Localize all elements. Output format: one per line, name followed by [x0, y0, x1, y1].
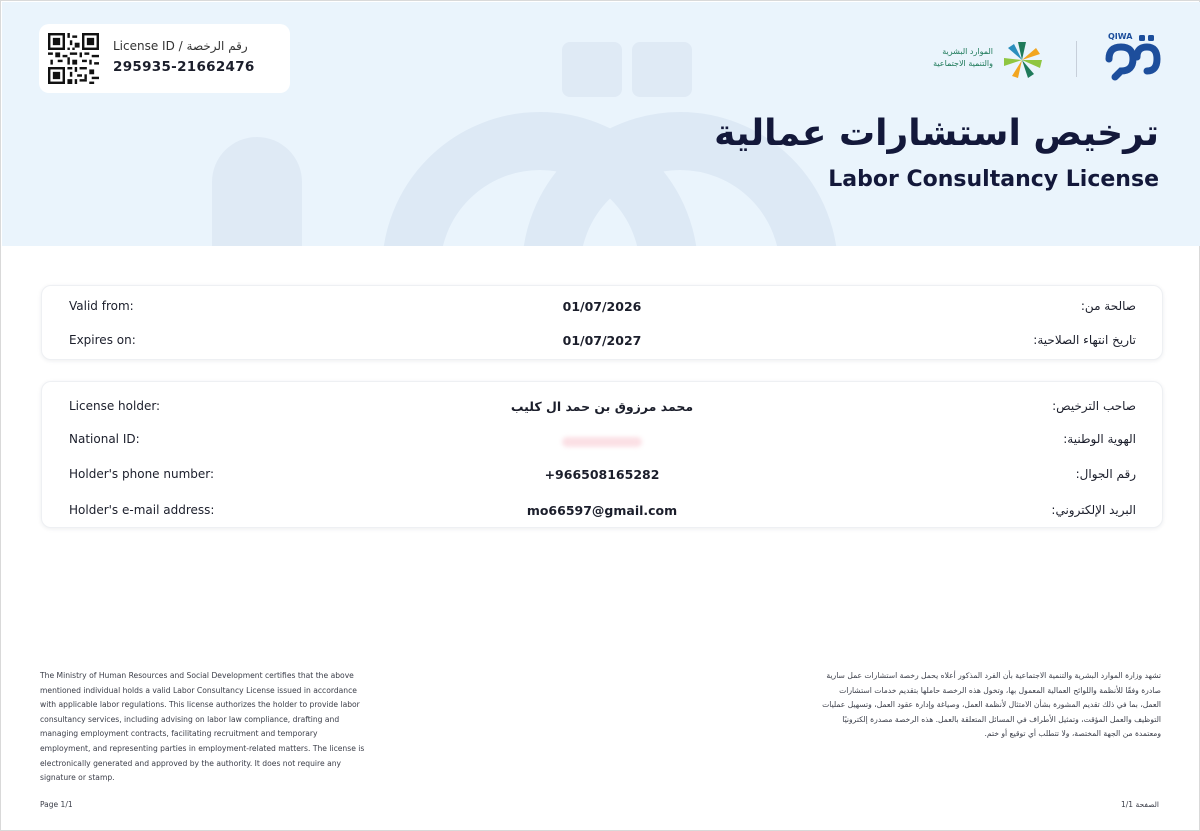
ministry-name-line1: الموارد البشرية	[942, 47, 993, 56]
phone-label-ar: رقم الجوال:	[1075, 467, 1136, 481]
ministry-name-line2: والتنمية الاجتماعية	[933, 59, 993, 68]
license-holder-value: محمد مرزوق بن حمد ال كليب	[510, 399, 694, 414]
expires-on-label: Expires on:	[69, 333, 136, 347]
license-holder-label-ar: صاحب الترخيص:	[1052, 399, 1136, 413]
email-value: mo66597@gmail.com	[526, 503, 678, 518]
title-english: Labor Consultancy License	[828, 167, 1159, 192]
valid-from-value: 01/07/2026	[562, 299, 642, 314]
validity-card	[41, 285, 1163, 360]
email-label: Holder's e-mail address:	[69, 503, 215, 517]
title-arabic: ترخيص استشارات عمالية	[714, 113, 1159, 154]
qiwa-wordmark: QIWA	[1108, 32, 1133, 41]
license-id-card	[39, 24, 290, 93]
holder-row	[42, 503, 1162, 523]
email-label-ar: البريد الإلكتروني:	[1051, 503, 1136, 517]
watermark-dot	[632, 42, 692, 97]
page-number-arabic: الصفحة 1/1	[1121, 800, 1159, 809]
license-id-value: 295935-21662476	[113, 59, 255, 75]
page-number-english: Page 1/1	[40, 800, 73, 809]
holder-row	[42, 399, 1162, 419]
footer-statement-arabic: تشهد وزارة الموارد البشرية والتنمية الاجتماعية بأن الفرد المذكور أعلاه يحمل رخصة استشارات عمل سارية صادرة وفقًا للأنظمة واللوائح العمالية المعمول بها، وتخول هذه الرخصة حاملها بتقديم خدمات استشارات العمل، بما في ذلك تقديم المشورة بشأن الامتثال لأنظمة العمل، وصياغة وإدارة عقود العمل، وتسهيل عمليات التوظيف والعمل المؤقت، وتمثيل الأطراف في المسائل المتعلقة بالعمل. هذه الرخصة مصدرة إلكترونيًا ومعتمدة من الجهة المختصة، ولا تتطلب أي توقيع أو ختم.	[822, 671, 1161, 739]
footer-statement-english: The Ministry of Human Resources and Social Development certifies that the above mentioned individual holds a valid Labor Consultancy License issued in accordance with applicable labor regulations. This license authorizes the holder to provide labor consultancy services, including advising on labor law compliance, drafting and managing employment contracts, facilitating recruitment and temporary employment, and representing parties in employment-related matters. The license is electronically generated and approved by the authority. It does not require any signature or stamp.	[40, 671, 365, 783]
expires-on-value: 01/07/2027	[562, 333, 642, 348]
ministry-logo-icon	[997, 39, 1047, 81]
valid-from-label-ar: صالحة من:	[1080, 299, 1136, 313]
holder-card	[41, 381, 1163, 528]
holder-row	[42, 467, 1162, 487]
validity-row	[42, 333, 1162, 353]
expires-on-label-ar: تاريخ انتهاء الصلاحية:	[1033, 333, 1136, 347]
license-holder-label: License holder:	[69, 399, 161, 413]
qr-code[interactable]	[48, 33, 99, 84]
logo-divider	[1076, 41, 1077, 77]
watermark-dot	[562, 42, 622, 97]
holder-row	[42, 432, 1162, 452]
watermark-shape	[212, 137, 302, 246]
license-id-label: License ID / رقم الرخصة	[113, 39, 248, 53]
national-id-label: National ID:	[69, 432, 140, 446]
national-id-label-ar: الهوية الوطنية:	[1063, 432, 1136, 446]
phone-label: Holder's phone number:	[69, 467, 215, 481]
validity-row	[42, 299, 1162, 319]
national-id-redacted	[562, 437, 642, 447]
phone-value: +966508165282	[544, 467, 660, 482]
valid-from-label: Valid from:	[69, 299, 134, 313]
